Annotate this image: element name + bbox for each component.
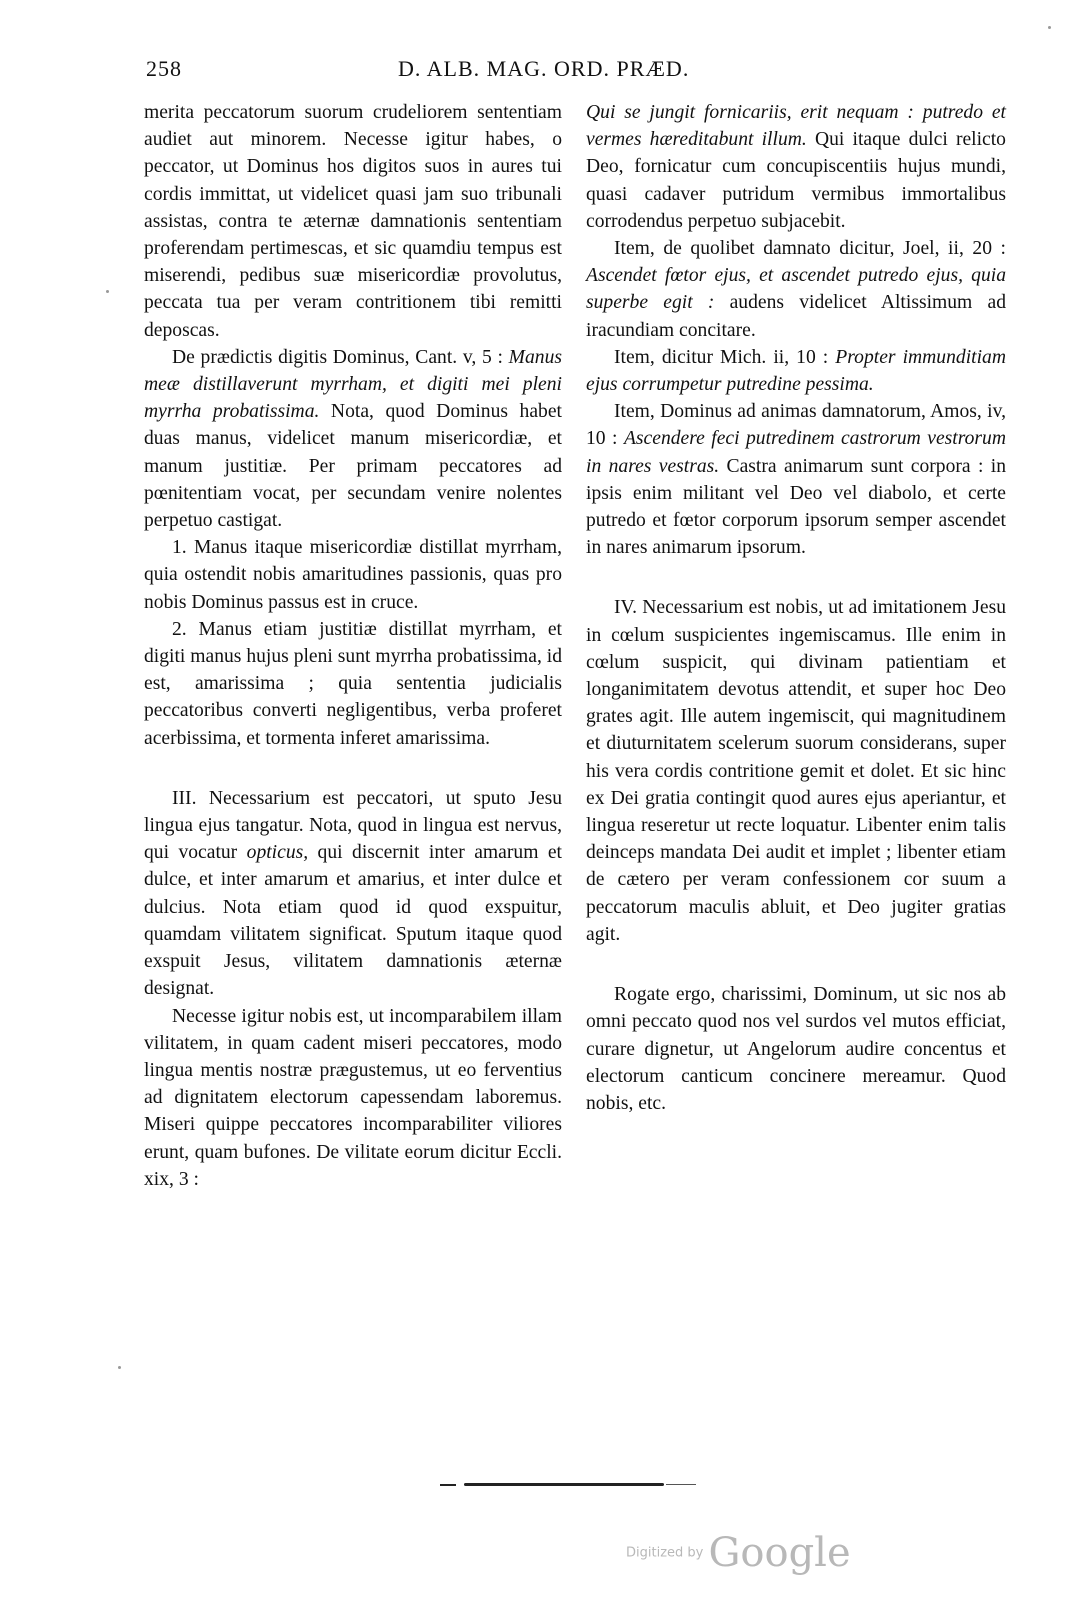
rule-dash <box>440 1484 456 1486</box>
quotation-italic: Ascendet fœtor ejus, et ascendet putredo ejus, quia superbe egit : <box>586 265 1006 314</box>
paragraph-amos <box>586 398 1006 561</box>
paragraph-point-1: 1. Manus itaque misericordiæ distillat myrrham, quia ostendit nobis amaritudines passionis, quas pro nobis Dominus passus est in cruce. <box>144 537 562 613</box>
paragraph-necesse: Necesse igitur nobis est, ut incomparabilem illam vilitatem, in quam cadent miseri peccatores, modo lingua mentis nostræ prægustemus, ut eo ferventius ad dignitatem electorum capessendam laboremus. Miseri quippe peccatores incomparabiliter viliores erunt, quam bufones. De vilitate eorum dicitur Eccli. xix, 3 : <box>144 1005 562 1190</box>
section-iv: IV. Necessarium est nobis, ut ad imitationem Jesu in cœlum suspicientes ingemiscamus. Ille enim in cœlum suspicit, qui divinam patientiam et longanimitatem devotus attendit, et super hoc Deo grates agit. Ille autem ingemiscit, qui magnitudinem et diuturnitatem scelerum suorum considerans, super his vera cordis contritione gemit et dolet. Et sic hinc ex Dei gratia contingit quod aures ejus aperiantur, et lingua reseretur ut recte loquatur. Libenter enim talis deinceps mandata Dei audit et implet ; libenter etiam de cætero per veram confessionem cor suum a peccatorum maculis abluit, et Deo jugiter gratias agit. <box>586 597 1006 945</box>
text-span: Nota, quod Dominus habet duas manus, videlicet manum misericordiæ, et manum justitiæ. Per primam peccatores ad pœnitentiam vocat, per secundam venire nolentes perpetuo castigat. <box>144 401 562 532</box>
text-span: audens videlicet Altissimum ad iracundiam concitare. <box>586 292 1006 341</box>
paragraph-mich <box>586 344 1006 398</box>
paragraph-cant <box>144 344 562 534</box>
text-span: Item, Dominus ad animas damnatorum, Amos, iv, 10 : <box>586 401 1006 450</box>
quotation-italic: Ascendere feci putredinem castrorum vestrorum in nares vestras. <box>586 428 1006 477</box>
quotation-italic: Qui se jungit fornicariis, erit nequam : putredo et vermes hæreditabunt illum. <box>586 102 1006 151</box>
rule-tail <box>666 1484 696 1485</box>
margin-speck <box>106 290 109 293</box>
running-title: D. ALB. MAG. ORD. PRÆD. <box>398 56 690 81</box>
text-span: III. Necessarium est peccatori, ut sputo Jesu lingua ejus tangatur. Nota, quod in lingua est nervus, qui vocatur <box>144 787 562 864</box>
paragraph-point-2: 2. Manus etiam justitiæ distillat myrrham, et digiti manus hujus pleni sunt myrrha probatissima, id est, amarissima ; quia sententia judicialis peccatoribus converti negligentibus, verba proferet acerbissima, et tormenta inferet amarissima. <box>144 618 562 749</box>
margin-speck <box>1048 26 1051 29</box>
left-column <box>144 99 562 1193</box>
text-span: qui discernit inter amarum et dulce, et inter amarum et amarius, et inter dulce et dulcius. Nota etiam quod id quod exspuitur, quamdam vilitatem significat. Sputum itaque quod exspuit Jesus, vilitatem damnationis æternæ designat. <box>144 842 562 1000</box>
quotation-italic: Manus meæ distillaverunt myrrham, et digiti mei pleni myrrha probatissima. <box>144 346 562 423</box>
paragraph-eccli-quote <box>586 99 1006 235</box>
digitized-watermark <box>626 1530 851 1576</box>
paragraph-continuation: merita peccatorum suorum crudeliorem sententiam audiet aut minorem. Necesse igitur habes, o peccator, ut Dominus hos digitos suos in aures tui cordis immittat, ut videlicet quasi jam suo tribunali assistas, contra te æternæ damnationis sententiam proferendam pertimescas, et sic quamdiu tempus est miserendi, pedibus suæ misericordiæ provolutus, peccata tua per veram contritionem tibi remitti deposcas. <box>144 102 562 341</box>
end-ornament-rule <box>440 1480 700 1490</box>
watermark-prefix: Digitized by <box>626 1545 704 1561</box>
section-iii <box>144 785 562 1003</box>
rule-line <box>464 1483 664 1486</box>
paragraph-joel <box>586 235 1006 344</box>
text-span: Item, dicitur Mich. ii, 10 : <box>614 346 836 368</box>
text-span: Item, de quolibet damnato dicitur, Joel, ii, 20 : <box>614 238 1006 260</box>
page-number: 258 <box>146 56 182 81</box>
text-span: De prædictis digitis Dominus, Cant. v, 5 : <box>172 346 509 368</box>
quotation-italic: Propter immunditiam ejus corrumpetur putredine pessima. <box>586 346 1006 396</box>
term-italic: opticus, <box>246 842 309 864</box>
text-span: Qui itaque dulci relicto Deo, fornicatur cum concupiscentiis hujus mundi, quasi cadaver putridum vermibus immortalibus corrodendus perpetuo subjacebit. <box>586 129 1006 232</box>
google-logo: Google <box>708 1530 851 1576</box>
margin-speck <box>118 1366 121 1369</box>
paragraph-closing: Rogate ergo, charissimi, Dominum, ut sic nos ab omni peccato quod nos vel surdos vel mutos efficiat, curare dignetur, ut Angelorum audire concentus et electorum canticum concinere mereamur. Quod nobis, etc. <box>586 984 1006 1114</box>
right-column <box>586 99 1006 1117</box>
text-span: Castra animarum sunt corpora : in ipsis enim militant vel Deo vel diabolo, et certe putredo et fœtor corporum ipsorum semper ascendet in nares animarum ipsorum. <box>586 455 1006 559</box>
